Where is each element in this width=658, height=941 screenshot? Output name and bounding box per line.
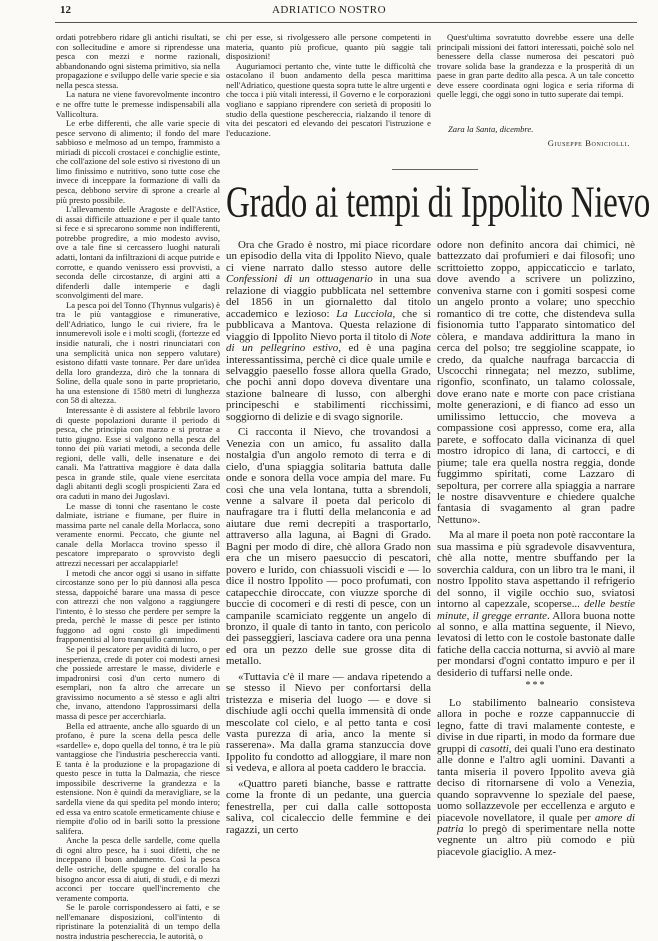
place-date: Zara la Santa, dicembre. <box>448 124 534 134</box>
italic-text: amore di patria <box>437 811 635 835</box>
italic-text: delle bestie minute, il gregge errante <box>437 598 635 622</box>
article-middle-column <box>226 240 431 840</box>
paragraph: I metodi che ancor oggi si usano in siffatte circostanze sono per lo più dannosi alla pesca stessa, dappoiché barare una massa di pesce con attrezzi che non valgono a raggiungere l'intento, è lo stesso che perdere per sempre la preda, perchè le masse di pesce per istinto fuggono ad ogni costo gli impedimenti frapponentisi al loro tranquillo cammino. <box>56 567 220 645</box>
paragraph: «Quattro pareti bianche, basse e rattratte come la fronte di un pedante, una guercia fenestrella, per cui dalla calle sottoposta saliva, col cicaleccio delle femmine e dei ragazzi, un certo <box>226 777 431 836</box>
paragraph: Le erbe differenti, che alle varie specie di pesce servono di alimento; il fondo del mare sabbioso e melmoso ad un tempo, frammisto a miriadi di piccoli crostacei e conchiglie estinte, che coll'azione del sole estivo si rivestono di un limo finissimo e nutritivo, sono tutte cose che invece di inceppare la formazione di valli da pesca, debbono servire di sprone a crearle al più presto possibile. <box>56 118 220 205</box>
italic-text: Note di un pellegrino estivo <box>226 330 431 355</box>
paragraph: Ma al mare il poeta non potè raccontare la sua massima e più sgradevole disavventura, chè alla notte, mentre sbuffando per la soverchia caldura, con un libro tra le mani, il nostro Ippolito stava aspettando il refrigerio del sonno, il vigile occhio suo, sviatosi intorno al capezzale, scoperse... delle bestie minute, il gregge errante. Allora buona notte al sonno, e alla mattina seguente, il Nievo, levatosi di letto con le costole bastonate dalle fatiche della caccia notturna, si avviò al mare per mondarsi d'ogni contatto impuro e per il desiderio di tuffarsi nelle onde. <box>437 529 635 679</box>
paragraph: Se poi il pescatore per avidità di lucro, o per inesperienza, crede di poter coi modesti arnesi che possiede arrestare le masse, dividerle e impadronirsi così d'un certo numero di esemplari, non fa altro che arrecare un gravissimo nocumento a sè stesso e agli altri che, invano, attendono l'approssimarsi della massa di pesce per accerchiarla. <box>56 644 220 721</box>
paragraph: Ci racconta il Nievo, che trovandosi a Venezia con un amico, fu assalito dalla nostalgia d'un angolo remoto di terra e di cielo, d'una spiaggia solitaria battuta dalle onde e sonora della voce ampia del mare. Fu così che una vela lontana, tutta a sbrendoli, venne a salvare il poeta dal pericolo di naufragare tra i flutti della melanconia e ad aiutare due remi decrepiti a trasportarlo, attraverso alla laguna, ai Bagni di Grado. Bagni per modo di dire, chè allora Grado non era che un misero paesuccio di pescatori, povero e lurido, con chiassuoli viscidi e — lo dice il nostro Ippolito — poco profumati, con catapecchie diroccate, con viuzze sporche di buccie di cocomeri e di resti di pesce, con un campanile scamiciato reggente un angelo di bronzo, il quale di tanto in tanto, con pericolo dei passeggieri, lasciava cadere ora una penna ed ora un pezzo delle sue grosse dita di metallo. <box>226 426 431 668</box>
page-number: 12 <box>60 4 71 16</box>
paragraph: Quest'ultima sovratutto dovrebbe essere una delle principali missioni dei fattori interessati, poichè solo nel benessere della classe numerosa dei pescatori può trovare solida base la grandezza e la prosperità di un paese in gran parte dedito alla pesca. A un tale concetto deve essere coordinata ogni logica e seria riforma di quelle leggi, che oggi sono in tutto superate dai tempi. <box>437 32 634 100</box>
italic-text: casotti <box>479 742 509 755</box>
paragraph: ordati potrebbero ridare gli antichi risultati, se con sollecitudine e amore si riprendesse una pesca con mezzi e norme razionali, abbandonando ogni sistema primitivo, sia nella propagazione e sviluppo delle varie specie e sia nella pesca stessa. <box>56 32 220 90</box>
article-separator-rule <box>392 169 478 170</box>
italic-text: Confessioni di un ottuagenario <box>226 273 373 286</box>
previous-article-left-column <box>56 33 220 941</box>
article-right-column-continued <box>437 698 635 862</box>
paragraph: Anche la pesca delle sardelle, come quella di ogni altro pesce, ha i suoi difetti, che ne inceppano il buon andamento. Così la pesca delle ostriche, delle spugne e del corallo ha bisogno ancor essa di aiuti, di studi, e di mezzi acconci per toccare quell'incremento che veramente comporta. <box>56 835 220 903</box>
section-break: *** <box>525 680 547 691</box>
running-title: ADRIATICO NOSTRO <box>271 4 387 16</box>
paragraph: Auguriamoci pertanto che, vinte tutte le difficoltà che ostacolano il buon andamento della pesca marittima nell'Adriatico, questione questa sopra tutte le altre urgenti e che tocca i più vitali interessi, il Governo e le corporazioni vogliano e sappiano riprendere con serietà di propositi lo studio della questione peschereccia, rialzando il tenore di vita dei pescatori ed elevando dei pescatori l'istruzione e l'educazione. <box>226 60 431 138</box>
author-signature: Giuseppe Boniciolli. <box>547 138 630 148</box>
paragraph: odore non definito ancora dai chimici, nè battezzato dai profumieri e dai filosofi; uno scrittoietto zoppo, appiccaticcio e tarlato, dove avendo a scrivere un polizzino, conveniva starne con i gomiti sospesi come un angelo pronto a volare; uno specchio romantico di tre cotte, che distendeva sulla fisionomia tutto l'apparato sintomatico del còlera, e mandava addirittura la mano in cerca del polso; tre seggioline scappate, io credo, da qualche naufraga barcaccia di Uscocchi rinnegata; nel mezzo, sublime, rigonfio, sconfinato, un talamo colossale, dove erano nate e morte con pace cristiana molte generazioni, e di fianco ad esso un umilissimo lettuccio, che moveva a compassione così appresso, come era, alla parete, e soffocato dalla vicinanza di quel mostro idropico di lana, di cartocci, e di piume; tale era quella nostra reggia, donde fuggimmo spiritati, come Lazzaro di sepoltura, per correre alla spiaggia a narrare le nostre disavventure e chiedere qualche fantasia di svagamento al gran padre Nettuno». <box>437 239 635 526</box>
article-title: Grado ai tempi di Ippolito Nievo <box>226 178 650 228</box>
paragraph: Ora che Grado è nostro, mi piace ricordare un episodio della vita di Ippolito Nievo, quale ci viene narrato dallo stesso autore delle Confessioni di un ottuagenario in una sua relazione di viaggio pubblicata nel settembre del 1856 in un giornaletto dal titolo accademico e lezioso: La Lucciola, che si pubblicava a Mantova. Questa relazione di viaggio di Ippolito Nievo porta il titolo di Note di un pellegrino estivo, ed è una pagina interessantissima, perchè ci dice quale umile e selvaggio paesello fosse allora quella Grado, che pochi anni dopo doveva diventare una stazione balneare di lusso, con alberghi principeschi e stabilimenti ricchissimi, soggiorno di delizie e di svago signorile. <box>226 239 432 423</box>
paragraph: Lo stabilimento balneario consisteva allora in poche e rozze cappannuccie di legno, fatte di travi malamente conteste, e divise in due riparti, in modo da formare due gruppi di casotti, dei quali l'uno era destinato alle donne e l'altro agli uomini. Davanti a tanta miseria il povero Ippolito aveva già deciso di ritornarsene di volo a Venezia, quando sopravvenne lo speziale del paese, uomo sollazzevole per eccellenza e arguto e piacevole novellatore, il quale per amore di patria lo pregò di sperimentare nella notte vegnente un altro più comodo e più piacevole giaciglio. A mez- <box>437 697 635 858</box>
paragraph: Bella ed attraente, anche allo sguardo di un profano, è pure la scena della pesca delle «sardelle» e, dopo quella del tonno, è tra le più vantaggiose che l'industria peschereccia vanti. E tanta è la produzione e la propagazione di questo pesce in tutta la Dalmazia, che riesce impossibile descriverne la grandezza e la estensione. Non è quindi da meravigliare, se la sardella viene da qui spedita pel mondo intero; ed essa va entro scatole ermeticamente chiuse e riempite d'olio od in barili sotto la pressione salifera. <box>56 720 220 836</box>
paragraph: Le masse di tonni che rasentano le coste dalmiate, istriane e fiumane, per fluire in massima parte nel canale della Morlacca, sono veramente enormi. Peccato, che giunte nel canale della Morlacca trovino spesso il pescatore impreparato o sprovvisto degli attrezzi necessari per accalappiarle! <box>56 500 220 568</box>
paragraph: chi per esse, si rivolgessero alle persone competenti in materia, quanto più proficue, quanto più saggie tali disposizioni! <box>226 32 431 62</box>
previous-article-right-column <box>437 33 634 100</box>
italic-text: La Lucciola <box>336 307 393 320</box>
previous-article-middle-column <box>226 33 431 138</box>
paragraph: Se le parole corrispondessero ai fatti, e se nell'emanare disposizioni, coll'intento di ripristinare la potenzialità di un tempo della nostra industria peschereccia, le autorità, o <box>56 902 220 941</box>
paragraph: La pesca poi del Tonno (Thynnus vulgaris) è tra le più vantaggiose e rimunerative, dell'Adriatico, lungo le cui riviere, fra le innumerevoli isole e i molti scogli, (fortezze ed insidie naturali, che i nostri rinunciatari con una semplicità unica non seppero valutare) esistono difatti vaste tonnare. Per dare un'idea della loro grandezza, dirò che la tonnara di Soline, della quale sono in parte proprietario, ha una estensione di 1580 metri di lunghezza con 58 di altezza. <box>56 299 220 406</box>
article-right-column <box>437 240 635 683</box>
paragraph: «Tuttavia c'è il mare — andava ripetendo a se stesso il Nievo per confortarsi della tristezza e miseria del luogo — e dove si dischiude agli occhi quella immensità di onde mescolate col cielo, e al petto tanta e così vasta purezza di aria, anco la mente si rasserena». Ma dalla grama stanzuccia dove Ippolito fu condotto ad alloggiare, il mare non si vedeva, e allora al poeta caddero le braccia. <box>226 670 431 775</box>
paragraph: L'allevamento delle Aragoste e dell'Astice, di assai difficile attuazione e per il quale tanto si fece e si sprecarono somme non indifferenti, potrebbe progredire, a mio modesto avviso, ove a tale fine si cercassero luoghi naturali adatti, lontani da infiltrazioni di acque putride e corrotte, e quando venissero essi provvisti, a seconda delle circostanze, di argini atti a difenderli dalle intemperie e dagli sconvolgimenti del mare. <box>56 204 220 301</box>
paragraph: Interessante è di assistere al febbrile lavoro di queste popolazioni durante il periodo di pesca, che principia con marzo e si protrae a tutto giugno. Esse si valgono nella pesca del tonno dei più variati metodi, a seconda delle regioni, delle valli, delle insenature e dei canali. Ma l'attrattiva maggiore è data dalla pesca in grande stile, quale viene esercitata dagli abitanti degli scogli prospicienti Zara ed ora caduti in mano dei Jugoslavi. <box>56 404 220 501</box>
paragraph: La natura ne viene favorevolmente incontro e ne offre tutte le premesse indispensabili alla Vallicoltura. <box>56 89 220 119</box>
header-rule <box>55 22 637 23</box>
